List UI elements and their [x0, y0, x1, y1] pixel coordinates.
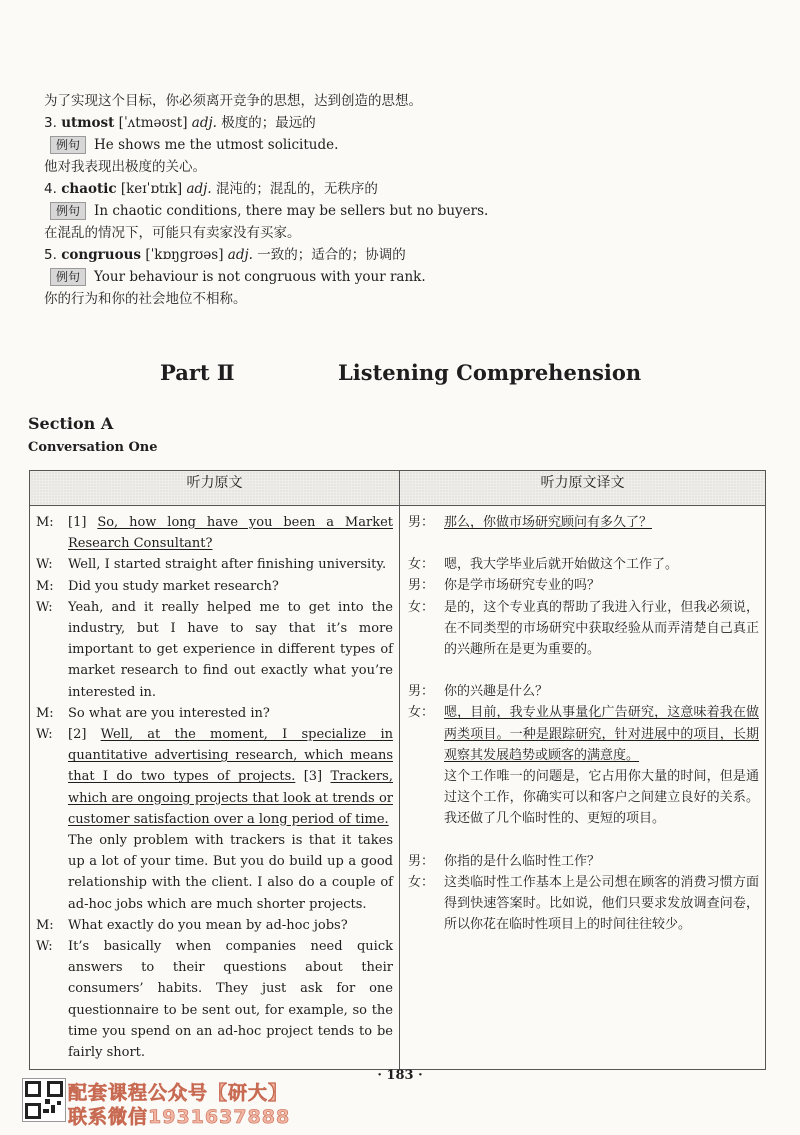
speaker: 女：	[408, 557, 435, 573]
speaker: 男：	[408, 853, 435, 869]
speaker: M:	[36, 917, 54, 933]
speaker: M:	[36, 705, 54, 721]
question-marker: [1]	[68, 515, 98, 530]
entry-phonetic: [keɪˈɒtɪk]	[120, 181, 183, 197]
entry-definition: 极度的；最远的	[221, 115, 316, 131]
example-en	[44, 134, 764, 156]
example-en-text: He shows me the utmost solicitude.	[94, 137, 339, 153]
entry-definition: 一致的；适合的；协调的	[257, 247, 406, 263]
turn-text: 你指的是什么临时性工作？	[444, 853, 601, 869]
dialogue-turn	[408, 702, 759, 829]
speaker: 男：	[408, 578, 435, 594]
example-en	[44, 200, 764, 222]
turn-text: It’s basically when companies need quick answers to their questions about their consumers’ habits. They just ask for one questionnaire to be sent out, for example, so the time you spend on an ad-hoc project tends to be fairly short.	[68, 939, 393, 1061]
turn-text	[68, 724, 393, 915]
entry-number: 5.	[44, 247, 57, 263]
chinese-translation	[400, 506, 766, 1070]
entry-pos: adj.	[191, 115, 217, 131]
example-zh: 你的行为和你的社会地位不相称。	[44, 291, 247, 307]
key-sentence: Trackers, which are ongoing projects that look at trends or customer satisfaction over a long period of time.	[68, 769, 393, 827]
dialogue-turn	[36, 915, 393, 936]
turn-text: Yeah, and it really helped me to get into the industry, but I have to say that it’s more important to get experience in different types of market research to find out exactly what you’re interested in.	[68, 599, 393, 700]
watermark-line: 联系微信1931637888	[68, 1106, 291, 1128]
example-badge: 例句	[50, 136, 86, 154]
entry-word: utmost	[61, 115, 115, 131]
table-row	[30, 506, 766, 1070]
speaker: W:	[36, 727, 53, 743]
entry-number: 4.	[44, 181, 57, 197]
example-en	[44, 266, 764, 288]
header-translation: 听力原文译文	[400, 471, 766, 506]
dialogue-turn	[36, 936, 393, 1063]
example-en-text: In chaotic conditions, there may be sellers but no buyers.	[94, 203, 489, 219]
turn-continuation: 这个工作唯一的问题是，它占用你大量的时间，但是通过这个工作，你确实可以和客户之间建立良好的关系。我还做了几个临时性的、更短的项目。	[444, 769, 759, 827]
speaker: 女：	[408, 599, 435, 615]
conversation-heading: Conversation One	[28, 440, 158, 455]
entry-pos: adj.	[227, 247, 253, 263]
turn-text: 你的兴趣是什么？	[444, 684, 549, 700]
entry-phonetic: [ˈʌtməʊst]	[118, 115, 188, 131]
example-zh: 在混乱的情况下，可能只有卖家没有买家。	[44, 225, 301, 241]
turn-text: What exactly do you mean by ad-hoc jobs?	[68, 917, 348, 933]
example-badge: 例句	[50, 202, 86, 220]
part-heading	[0, 360, 800, 390]
key-sentence: 那么，你做市场研究顾问有多久了？	[444, 515, 653, 530]
qr-code-icon	[22, 1078, 66, 1122]
example-en-text: Your behaviour is not congruous with your rank.	[94, 269, 426, 285]
dialogue-turn	[408, 681, 759, 702]
part-title: Listening Comprehension	[338, 360, 642, 385]
dialogue-turn	[408, 851, 759, 872]
entry-number: 3.	[44, 115, 57, 131]
entry-phonetic: [ˈkɒŋgrʊəs]	[145, 247, 224, 263]
dialogue-turn	[36, 724, 393, 915]
vocab-section	[44, 90, 764, 310]
speaker: W:	[36, 599, 53, 615]
turn-text: 这类临时性工作基本上是公司想在顾客的消费习惯方面得到快速答案时。比如说，他们只要求发放调查问卷，所以你花在临时性项目上的时间往往较少。	[444, 874, 759, 933]
example-badge: 例句	[50, 268, 86, 286]
intro-sentence-zh: 为了实现这个目标，你必须离开竞争的思想，达到创造的思想。	[44, 93, 422, 109]
key-sentence: So, how long have you been a Market Research Consultant?	[68, 515, 394, 552]
speaker: 男：	[408, 684, 435, 700]
turn-text: So what are you interested in?	[68, 705, 270, 721]
section-heading: Section A	[28, 414, 114, 433]
turn-text: 你是学市场研究专业的吗？	[444, 578, 601, 594]
turn-text	[444, 512, 759, 533]
entry-word: congruous	[61, 247, 142, 263]
turn-continuation: The only problem with trackers is that it takes up a lot of your time. But you do build up a good relationship with the client. I also do a couple of ad-hoc jobs which are much shorter projects.	[68, 833, 393, 912]
vocab-entry	[44, 112, 764, 134]
turn-text: 是的，这个专业真的帮助了我进入行业，但我必须说，在不同类型的市场研究中获取经验从而弄清楚自己真正的兴趣所在是更为重要的。	[444, 599, 759, 658]
turn-text: Well, I started straight after finishing university.	[68, 557, 387, 573]
entry-definition: 混沌的；混乱的，无秩序的	[215, 181, 378, 197]
dialogue-turn	[36, 703, 393, 724]
turn-text: 嗯，我大学毕业后就开始做这个工作了。	[444, 557, 679, 573]
question-marker: [2]	[68, 727, 101, 743]
speaker: M:	[36, 515, 54, 530]
example-zh: 他对我表现出极度的关心。	[44, 159, 206, 175]
page-number: · 183 ·	[377, 1068, 423, 1083]
dialogue-turn	[408, 575, 759, 596]
dialogue-turn	[36, 554, 393, 575]
question-marker: [3]	[295, 769, 331, 785]
english-transcript	[30, 506, 400, 1070]
spacer	[408, 660, 759, 681]
key-sentence: 嗯，目前，我专业从事量化广告研究，这意味着我在做两类项目。一种是跟踪研究，针对进展中的项目，长期观察其发展趋势或顾客的满意度。	[444, 705, 759, 763]
turn-text: Did you study market research?	[68, 578, 279, 594]
speaker: 女：	[408, 874, 435, 890]
part-label: Part Ⅱ	[160, 360, 235, 385]
table-header-row	[30, 471, 766, 506]
vocab-entry	[44, 244, 764, 266]
entry-pos: adj.	[186, 181, 212, 197]
turn-text	[68, 512, 393, 554]
vocab-entry	[44, 178, 764, 200]
spacer	[408, 533, 759, 554]
speaker: W:	[36, 557, 53, 573]
speaker: W:	[36, 939, 53, 955]
dialogue-turn	[408, 872, 759, 936]
dialogue-turn	[408, 554, 759, 575]
turn-text	[444, 702, 759, 829]
dialogue-turn	[36, 597, 393, 703]
spacer	[408, 830, 759, 851]
dialogue-turn	[36, 576, 393, 597]
watermark-line: 配套课程公众号【研大】	[68, 1082, 289, 1104]
dialogue-turn	[36, 512, 393, 554]
header-transcript: 听力原文	[30, 471, 400, 506]
speaker: M:	[36, 578, 54, 594]
entry-word: chaotic	[61, 181, 117, 197]
dialogue-turn	[408, 512, 759, 533]
speaker: 男：	[408, 515, 435, 530]
dialogue-turn	[408, 597, 759, 661]
transcript-table	[29, 470, 766, 1070]
speaker: 女：	[408, 705, 435, 721]
key-sentence: Well, at the moment, I specialize in quantitative advertising research, which means that I do two types of projects.	[68, 727, 393, 785]
